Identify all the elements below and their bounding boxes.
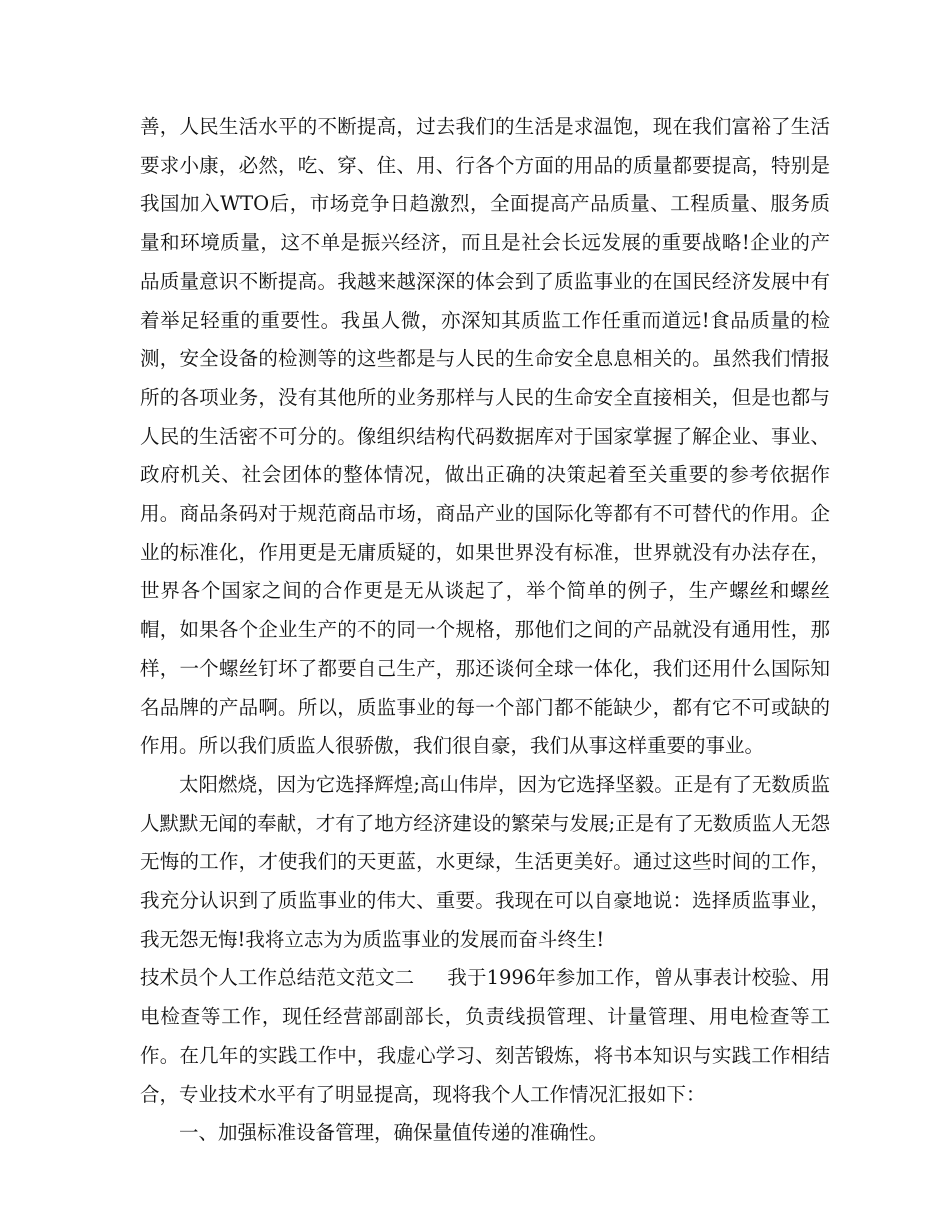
document-body: [140, 108, 830, 1153]
list-item-one: 一、加强标准设备管理，确保量值传递的准确性。: [179, 1121, 609, 1145]
body-paragraph-2: 太阳燃烧，因为它选择辉煌;高山伟岸，因为它选择坚毅。正是有了无数质监人默默无闻的奉献，才有了地方经济建设的繁荣与发展;正是有了无数质监人无怨无悔的工作，才使我们的天更蓝，水更绿，生活更美好。通过这些时间的工作，我充分认识到了质监事业的伟大、重要。我现在可以自豪地说：选择质监事业，我无怨无悔!我将立志为为质监事业的发展而奋斗终生!: [140, 772, 830, 951]
section-body: 我于1996年参加工作，曾从事表计校验、用电检查等工作，现任经营部副部长，负责线损管理、计量管理、用电检查等工作。在几年的实践工作中，我虚心学习、刻苦锻炼，将书本知识与实践工作相结合，专业技术水平有了明显提高，现将我个人工作情况汇报如下：: [140, 966, 830, 1106]
body-paragraph-1: 善，人民生活水平的不断提高，过去我们的生活是求温饱，现在我们富裕了生活要求小康，必然，吃、穿、住、用、行各个方面的用品的质量都要提高，特别是我国加入WTO后，市场竞争日趋激烈，全面提高产品质量、工程质量、服务质量和环境质量，这不单是振兴经济，而且是社会长远发展的重要战略!企业的产品质量意识不断提高。我越来越深深的体会到了质监事业的在国民经济发展中有着举足轻重的重要性。我虽人微，亦深知其质监工作任重而道远!食品质量的检测，安全设备的检测等的这些都是与人民的生命安全息息相关的。虽然我们情报所的各项业务，没有其他所的业务那样与人民的生命安全直接相关，但是也都与人民的生活密不可分的。像组织结构代码数据库对于国家掌握了解企业、事业、政府机关、社会团体的整体情况，做出正确的决策起着至关重要的参考依据作用。商品条码对于规范商品市场，商品产业的国际化等都有不可替代的作用。企业的标准化，作用更是无庸质疑的，如果世界没有标准，世界就没有办法存在，世界各个国家之间的合作更是无从谈起了，举个简单的例子，生产螺丝和螺丝帽，如果各个企业生产的不的同一个规格，那他们之间的产品就没有通用性，那样，一个螺丝钉坏了都要自己生产，那还谈何全球一体化，我们还用什么国际知名品牌的产品啊。所以，质监事业的每一个部门都不能缺少，都有它不可或缺的作用。所以我们质监人很骄傲，我们很自豪，我们从事这样重要的事业。: [140, 115, 830, 758]
section-paragraph: [140, 959, 830, 1114]
section-title: 技术员个人工作总结范文范文二: [140, 966, 415, 990]
